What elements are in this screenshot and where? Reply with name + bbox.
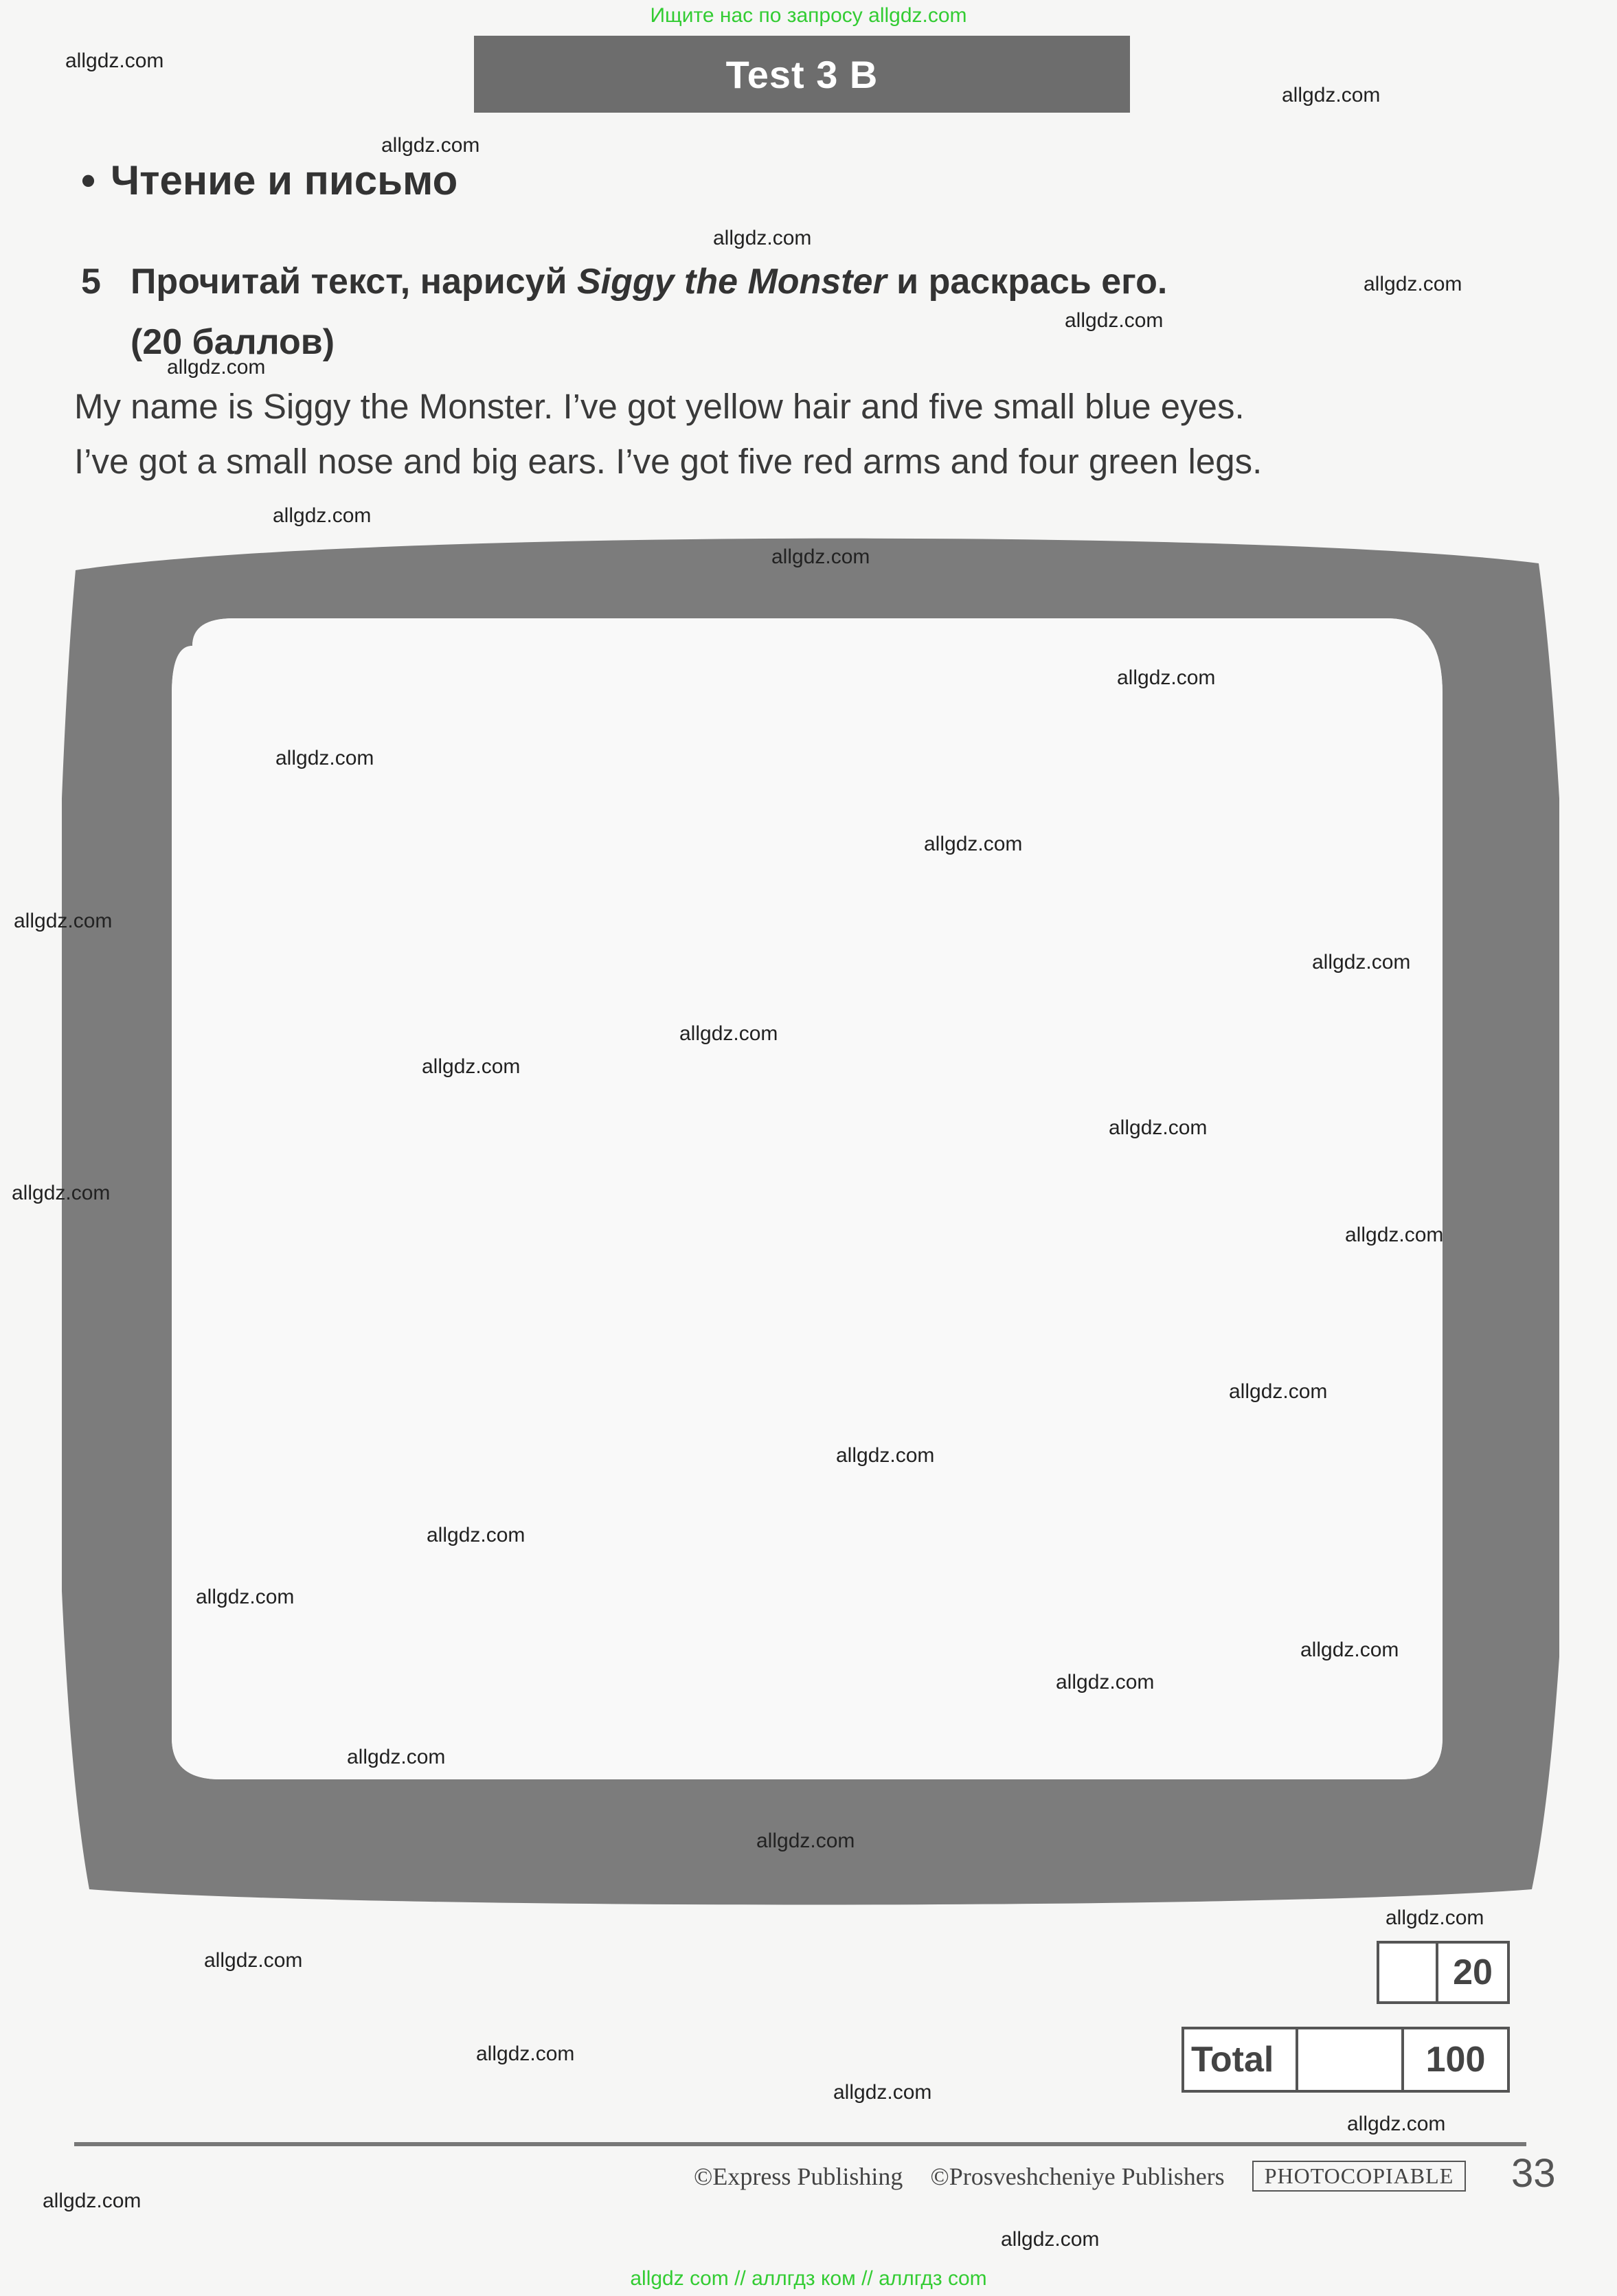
watermark: allgdz.com (167, 356, 266, 379)
reading-line-2: I’ve got a small nose and big ears. I’ve got five red arms and four green legs. (74, 442, 1263, 481)
top-banner-link[interactable]: Ищите нас по запросу allgdz.com (650, 4, 967, 27)
watermark: allgdz.com (1065, 309, 1164, 332)
watermark: allgdz.com (476, 2042, 575, 2065)
watermark: allgdz.com (12, 1182, 111, 1204)
watermark: allgdz.com (713, 227, 812, 249)
watermark: allgdz.com (771, 545, 870, 568)
total-value: 100 (1425, 2040, 1486, 2080)
watermark: allgdz.com (1109, 1116, 1208, 1139)
page-number: 33 (1511, 2151, 1556, 2196)
task-instruction (81, 251, 1167, 372)
watermark: allgdz.com (1312, 951, 1411, 973)
watermark: allgdz.com (196, 1586, 295, 1608)
task-number: 5 (81, 262, 101, 302)
watermark: allgdz.com (756, 1830, 855, 1852)
watermark: allgdz.com (43, 2190, 142, 2212)
section-heading (81, 157, 457, 204)
watermark: allgdz.com (204, 1949, 303, 1972)
drawing-area (172, 618, 1443, 1779)
watermark: allgdz.com (1056, 1671, 1155, 1693)
watermark: allgdz.com (14, 910, 113, 932)
drawing-frame[interactable] (62, 529, 1559, 1917)
publisher-2: ©Prosveshcheniye Publishers (930, 2162, 1225, 2190)
watermark: allgdz.com (1001, 2228, 1100, 2251)
watermark: allgdz.com (1117, 666, 1216, 689)
task-points: (20 баллов) (131, 322, 335, 362)
publisher-1: ©Express Publishing (694, 2162, 903, 2190)
watermark: allgdz.com (273, 504, 372, 527)
watermark: allgdz.com (1300, 1639, 1399, 1661)
watermark: allgdz.com (1282, 84, 1381, 106)
photocopiable-badge: PHOTOCOPIABLE (1252, 2161, 1467, 2192)
score-blank[interactable] (1379, 1944, 1438, 2001)
footer (694, 2161, 1466, 2192)
watermark: allgdz.com (347, 1746, 446, 1768)
task-text-after: и раскрась его. (886, 262, 1168, 302)
bullet-icon: • (81, 157, 96, 203)
watermark: allgdz.com (1345, 1224, 1444, 1246)
watermark: allgdz.com (924, 833, 1023, 855)
watermark: allgdz.com (1386, 1906, 1484, 1929)
footer-divider (74, 2142, 1526, 2146)
total-blank[interactable] (1298, 2029, 1404, 2090)
total-box (1181, 2027, 1510, 2093)
total-label: Total (1184, 2029, 1298, 2090)
score-box (1377, 1941, 1510, 2004)
reading-line-1: My name is Siggy the Monster. I’ve got yellow hair and five small blue eyes. (74, 387, 1245, 426)
watermark: allgdz.com (422, 1055, 521, 1078)
test-title-bar (474, 36, 1130, 113)
score-max: 20 (1453, 1952, 1493, 1992)
watermark: allgdz.com (65, 49, 164, 72)
watermark: allgdz.com (1364, 273, 1462, 295)
section-heading-text: Чтение и письмо (111, 157, 458, 203)
watermark: allgdz.com (836, 1444, 935, 1467)
watermark: allgdz.com (275, 747, 374, 769)
bottom-links[interactable]: allgdz com // аллгдз ком // аллгдз com (630, 2267, 987, 2290)
watermark: allgdz.com (381, 134, 480, 157)
task-text-italic: Siggy the Monster (576, 262, 887, 302)
reading-text (74, 379, 1262, 489)
watermark: allgdz.com (427, 1524, 525, 1546)
watermark: allgdz.com (1347, 2113, 1446, 2135)
watermark: allgdz.com (1229, 1380, 1328, 1403)
watermark: allgdz.com (833, 2081, 932, 2104)
task-text-before: Прочитай текст, нарисуй (131, 262, 577, 302)
watermark: allgdz.com (679, 1022, 778, 1045)
test-title: Test 3 B (725, 52, 879, 96)
